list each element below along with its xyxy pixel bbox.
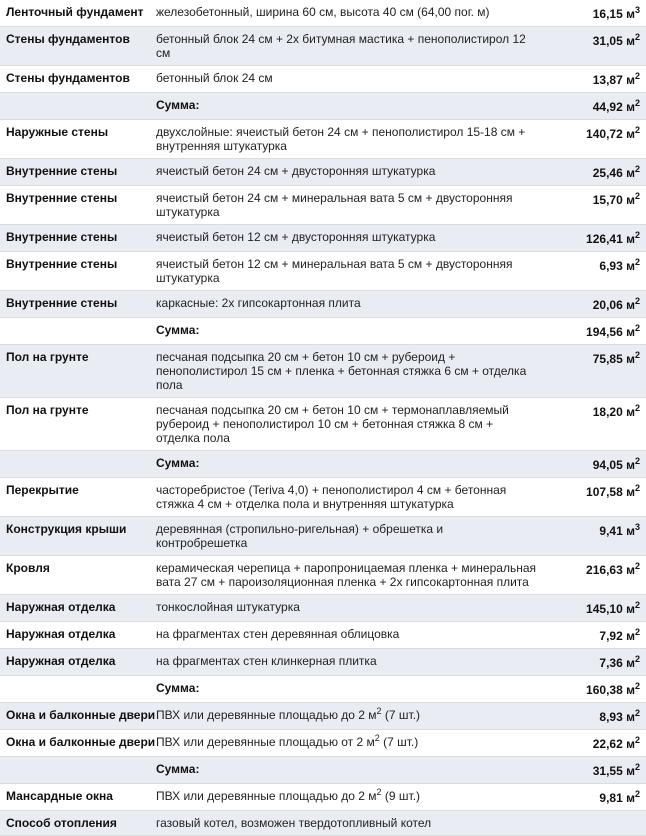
row-name — [0, 676, 151, 703]
row-description: газовый котел, возможен твердотопливный котел — [151, 811, 541, 836]
row-name: Внутренние стены — [0, 225, 151, 252]
table-row — [0, 291, 646, 318]
sum-label: Сумма: — [151, 318, 541, 345]
row-name: Окна и балконные двери — [0, 730, 151, 757]
row-value: 22,62 $м^2$ — [541, 730, 646, 757]
row-description: на фрагментах стен клинкерная плитка — [151, 649, 541, 676]
table-row — [0, 595, 646, 622]
row-value: 9,41 $м^3$ — [541, 517, 646, 556]
row-value: 20,06 $м^2$ — [541, 291, 646, 318]
row-description: бетонный блок 24 см — [151, 66, 541, 93]
row-description: бетонный блок 24 см + 2х битумная мастика + пенополистирол 12 см — [151, 27, 541, 66]
row-description: песчаная подсыпка 20 см + бетон 10 см + рубероид + пенополистирол 15 см + пленка + бетонная стяжка 6 см + отделка пола — [151, 345, 541, 398]
row-value: 8,93 $м^2$ — [541, 703, 646, 730]
table-row — [0, 27, 646, 66]
sum-value: 31,55 $м^2$ — [541, 757, 646, 784]
sum-row — [0, 676, 646, 703]
table-row — [0, 186, 646, 225]
row-name: Перекрытие — [0, 478, 151, 517]
row-name: Окна и балконные двери — [0, 703, 151, 730]
row-description: песчаная подсыпка 20 см + бетон 10 см + термонаплавляемый рубероид + пенополистирол 10 см + бетонная стяжка 8 см + отделка пола — [151, 398, 541, 451]
row-name: Стены фундаментов — [0, 66, 151, 93]
row-value: 16,15 $м^3$ — [541, 0, 646, 27]
table-row — [0, 703, 646, 730]
sum-label: Сумма: — [151, 93, 541, 120]
row-description: ячеистый бетон 24 см + двусторонняя штукатурка — [151, 159, 541, 186]
row-name: Конструкция крыши — [0, 517, 151, 556]
sum-label: Сумма: — [151, 757, 541, 784]
table-row — [0, 649, 646, 676]
row-value: 7,92 $м^2$ — [541, 622, 646, 649]
sum-label: Сумма: — [151, 676, 541, 703]
row-value: 6,93 $м^2$ — [541, 252, 646, 291]
row-name — [0, 451, 151, 478]
row-name: Пол на грунте — [0, 345, 151, 398]
table-row — [0, 517, 646, 556]
row-name — [0, 93, 151, 120]
table-row — [0, 252, 646, 291]
row-name: Стены фундаментов — [0, 27, 151, 66]
sum-row — [0, 318, 646, 345]
row-description: на фрагментах стен деревянная облицовка — [151, 622, 541, 649]
row-name: Внутренние стены — [0, 186, 151, 225]
row-name: Внутренние стены — [0, 291, 151, 318]
sum-label: Сумма: — [151, 451, 541, 478]
table-row — [0, 784, 646, 811]
row-value: 216,63 $м^2$ — [541, 556, 646, 595]
sum-row — [0, 93, 646, 120]
sum-value: 160,38 $м^2$ — [541, 676, 646, 703]
table-row — [0, 622, 646, 649]
table-row — [0, 478, 646, 517]
row-name — [0, 318, 151, 345]
row-description: ПВХ или деревянные площадью до 2 $м^2$ (9 шт.) — [151, 784, 541, 811]
row-value: 13,87 $м^2$ — [541, 66, 646, 93]
row-name: Способ отопления — [0, 811, 151, 836]
row-value: 145,10 $м^2$ — [541, 595, 646, 622]
table-row — [0, 66, 646, 93]
row-description: керамическая черепица + паропроницаемая пленка + минеральная вата 27 см + пароизоляционная пленка + 2х гипсокартонная плита — [151, 556, 541, 595]
row-description: часторебристое (Teriva 4,0) + пенополистирол 4 см + бетонная стяжка 4 см + отделка пола и внутренняя штукатурка — [151, 478, 541, 517]
row-name: Наружная отделка — [0, 649, 151, 676]
row-name: Наружная отделка — [0, 595, 151, 622]
table-row — [0, 345, 646, 398]
row-value: 31,05 $м^2$ — [541, 27, 646, 66]
row-description: железобетонный, ширина 60 см, высота 40 см (64,00 пог. м) — [151, 0, 541, 27]
row-name: Внутренние стены — [0, 159, 151, 186]
table-row — [0, 811, 646, 836]
row-name: Кровля — [0, 556, 151, 595]
row-description: ячеистый бетон 12 см + минеральная вата 5 см + двусторонняя штукатурка — [151, 252, 541, 291]
row-description: тонкослойная штукатурка — [151, 595, 541, 622]
row-name: Мансардные окна — [0, 784, 151, 811]
row-name: Пол на грунте — [0, 398, 151, 451]
sum-value: 94,05 $м^2$ — [541, 451, 646, 478]
row-description: двухслойные: ячеистый бетон 24 см + пенополистирол 15-18 см + внутренняя штукатурка — [151, 120, 541, 159]
row-value: 75,85 $м^2$ — [541, 345, 646, 398]
table-row — [0, 0, 646, 27]
row-name — [0, 757, 151, 784]
table-row — [0, 159, 646, 186]
table-row — [0, 556, 646, 595]
row-value: 9,81 $м^2$ — [541, 784, 646, 811]
row-description: ячеистый бетон 12 см + двусторонняя штукатурка — [151, 225, 541, 252]
row-name: Наружные стены — [0, 120, 151, 159]
table-row — [0, 398, 646, 451]
row-name: Ленточный фундамент — [0, 0, 151, 27]
table-row — [0, 225, 646, 252]
row-value: 107,58 $м^2$ — [541, 478, 646, 517]
row-value — [541, 811, 646, 836]
row-description: каркасные: 2х гипсокартонная плита — [151, 291, 541, 318]
sum-value: 194,56 $м^2$ — [541, 318, 646, 345]
row-description: деревянная (стропильно-ригельная) + обрешетка и контробрешетка — [151, 517, 541, 556]
table-row — [0, 730, 646, 757]
row-name: Внутренние стены — [0, 252, 151, 291]
row-value: 7,36 $м^2$ — [541, 649, 646, 676]
table-row — [0, 120, 646, 159]
sum-value: 44,92 $м^2$ — [541, 93, 646, 120]
row-value: 126,41 $м^2$ — [541, 225, 646, 252]
row-value: 15,70 $м^2$ — [541, 186, 646, 225]
row-value: 140,72 $м^2$ — [541, 120, 646, 159]
row-description: ПВХ или деревянные площадью от 2 $м^2$ (7 шт.) — [151, 730, 541, 757]
row-value: 18,20 $м^2$ — [541, 398, 646, 451]
row-description: ПВХ или деревянные площадью до 2 $м^2$ (7 шт.) — [151, 703, 541, 730]
sum-row — [0, 757, 646, 784]
row-description: ячеистый бетон 24 см + минеральная вата 5 см + двусторонняя штукатурка — [151, 186, 541, 225]
sum-row — [0, 451, 646, 478]
row-name: Наружная отделка — [0, 622, 151, 649]
row-value: 25,46 $м^2$ — [541, 159, 646, 186]
